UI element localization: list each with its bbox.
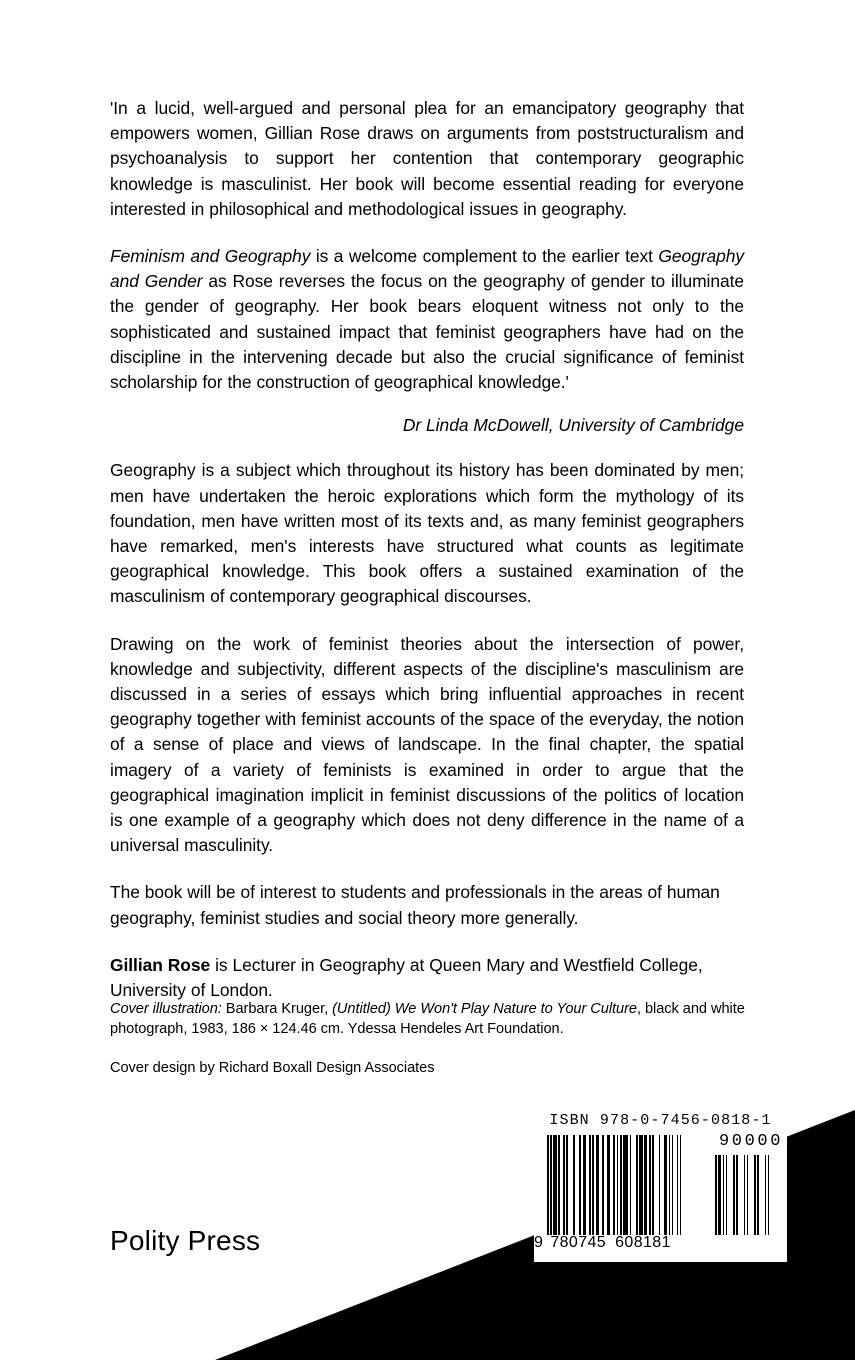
review-quote-p2-text-a: is a welcome complement to the earlier text xyxy=(310,246,659,267)
ean-right-group: 608181 xyxy=(615,1234,671,1251)
ean13-human-readable-digits xyxy=(534,1234,734,1252)
cover-illustration-artwork-title: (Untitled) We Won't Play Nature to Your Culture xyxy=(332,1001,637,1017)
audience-paragraph: The book will be of interest to students and professionals in the areas of human geography, feminist studies and social theory more generally. xyxy=(110,882,720,928)
review-quote-paragraph-1: 'In a lucid, well-argued and personal plea for an emancipatory geography that empowers women, Gillian Rose draws on arguments from poststructuralism and psychoanalysis to support her contention that contemporary geographic knowledge is masculinist. Her book will become essential reading for everyone interested in philosophical and methodological issues in geography. xyxy=(110,98,744,219)
description-paragraph-1: Geography is a subject which throughout its history has been dominated by men; men have undertaken the heroic explorations which form the mythology of its foundation, men have written most of its texts and, as many feminist geographers have remarked, men's interests have structured what counts as legitimate geographical knowledge. This book offers a sustained examination of the masculinism of contemporary geographical discourses. xyxy=(110,460,744,607)
barcode-addon-bars xyxy=(715,1155,783,1235)
cover-illustration-artist: Barbara Kruger, xyxy=(221,1001,333,1017)
author-bio-paragraph xyxy=(110,953,744,1003)
author-name: Gillian Rose xyxy=(110,954,211,975)
blurb-text-column xyxy=(110,96,744,1003)
review-title-geography-and-gender: Geography and Gender xyxy=(110,246,744,292)
barcode-block xyxy=(534,1110,787,1262)
author-bio-text: is Lecturer in Geography at Queen Mary and Westfield College, University of London. xyxy=(110,954,703,1001)
cover-illustration-credit xyxy=(110,1000,750,1039)
publisher-name: Polity Press xyxy=(110,1225,261,1256)
cover-illustration-label: Cover illustration: xyxy=(110,1001,222,1017)
ean-left-group: 780745 xyxy=(550,1234,607,1251)
review-attribution: Dr Linda McDowell, University of Cambridge xyxy=(402,415,744,436)
isbn-text: ISBN 978-0-7456-0818-1 xyxy=(549,1112,772,1129)
description-paragraph-2: Drawing on the work of feminist theories about the intersection of power, knowledge and subjectivity, different aspects of the discipline's masculinism are discussed in a series of essays which bring influential approaches in recent geography together with feminist accounts of the space of the everyday, the notion of a sense of place and views of landscape. In the final chapter, the spatial imagery of a variety of feminists is examined in order to argue that the geographical imagination implicit in feminist discussions of the politics of location is one example of a geography which does not deny difference in the name of a universal masculinity. xyxy=(110,633,744,856)
review-title-feminism-and-geography: Feminism and Geography xyxy=(110,246,311,267)
review-quote-p2-text-b: as Rose reverses the focus on the geography of gender to illuminate the gender of geography. Her book bears eloquent witness not only to the sophisticated and sustained impact that feminist geographers have had on the discipline in the intervening decade but also the crucial significance of feminist scholarship for the construction of geographical knowledge.' xyxy=(110,271,744,393)
review-quote-paragraph-2 xyxy=(110,244,744,395)
barcode-addon-value: 90000 xyxy=(718,1132,783,1151)
ean-lead-digit: 9 xyxy=(534,1234,544,1251)
cover-illustration-details: , black and white photograph, 1983, 186 × 124.46 cm. Ydessa Hendeles Art Foundation. xyxy=(110,1001,745,1037)
credits-block xyxy=(110,1000,750,1079)
cover-design-credit: Cover design by Richard Boxall Design Associates xyxy=(110,1060,435,1076)
ean13-barcode-bars xyxy=(547,1135,729,1235)
